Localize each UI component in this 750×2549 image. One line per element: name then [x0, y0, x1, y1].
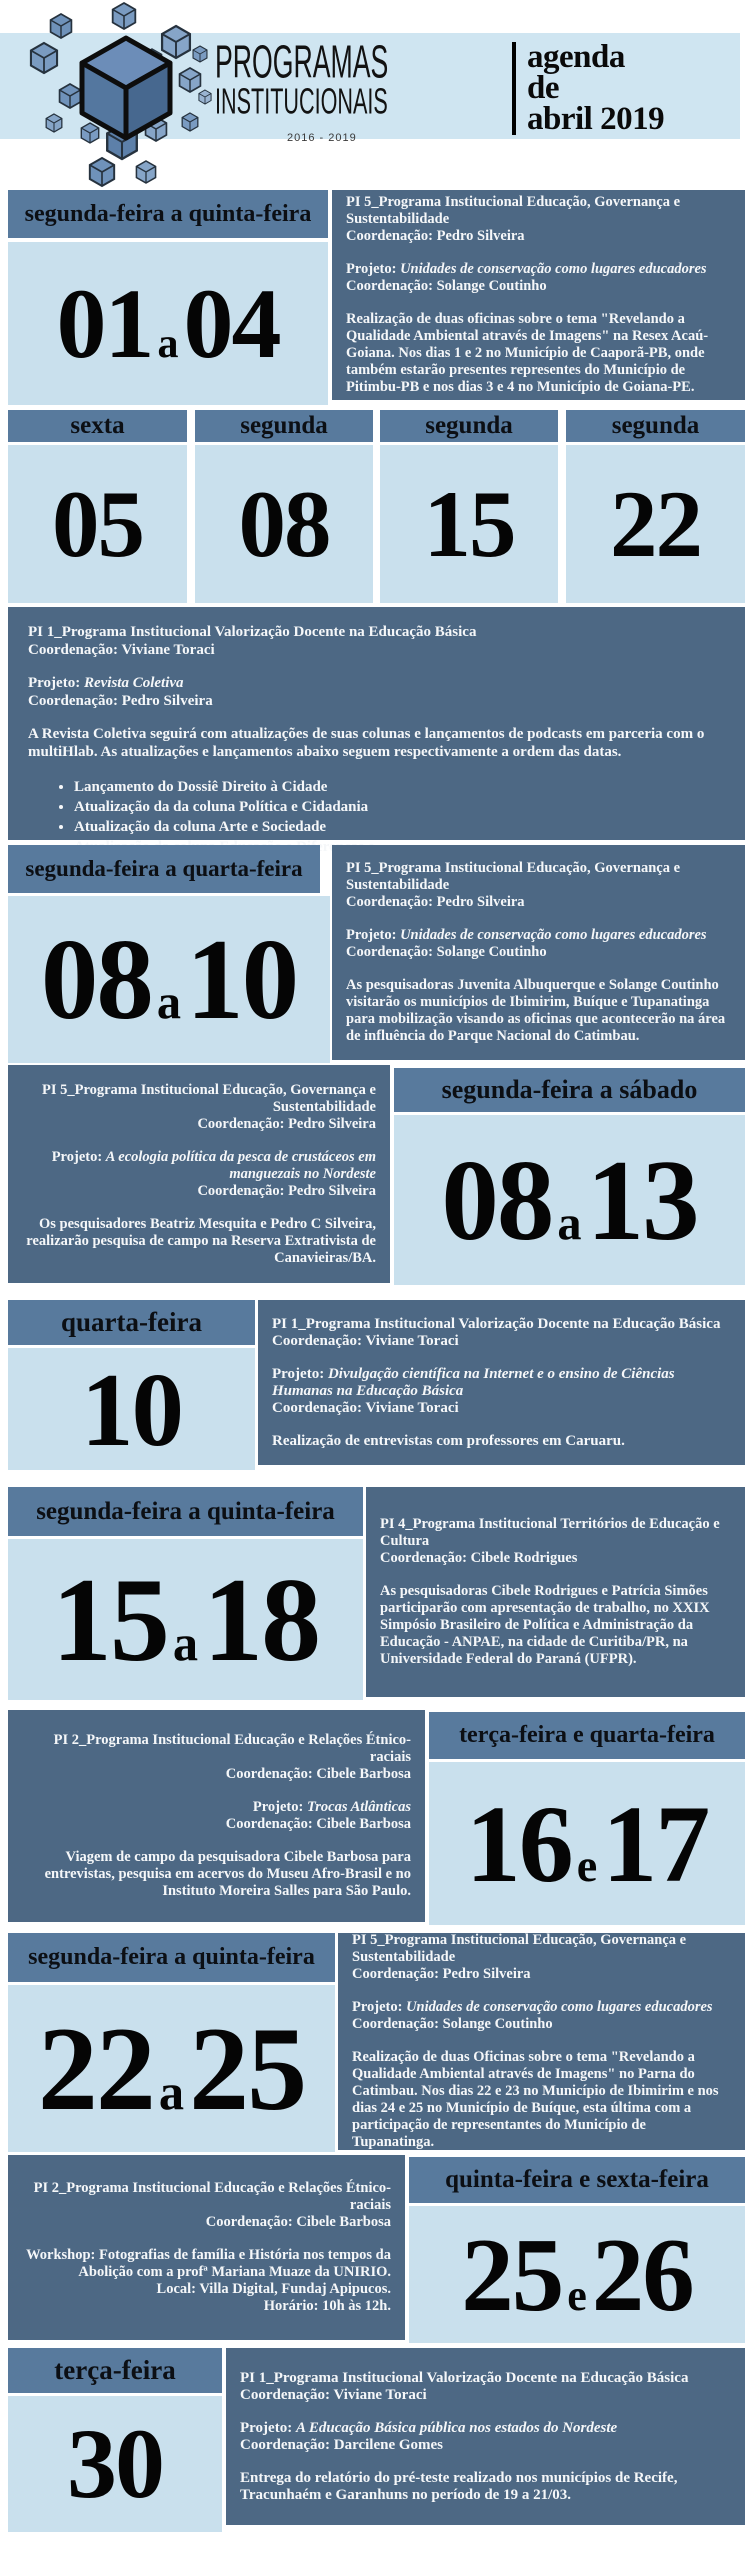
date-box [8, 896, 330, 1063]
date-number: 05 [52, 470, 143, 577]
description: Viagem de campo da pesquisadora Cibele Barbosa para entrevistas, pesquisa em acervos do Museu Afro-Brasil e no Instituto Moreira Salles para São Paulo. [44, 1849, 411, 1899]
event-panel [8, 2155, 405, 2340]
project-line: Projeto: Unidades de conservação como lugares educadores Coordenação: Solange Coutinho [346, 261, 707, 294]
date-number: 15a18 [51, 1552, 320, 1686]
date-box [566, 445, 745, 603]
date-box [394, 1115, 745, 1285]
big-cube [82, 38, 170, 138]
date-box [8, 1539, 363, 1700]
program-line: PI 5_Programa Institucional Educação, Governança e Sustentabilidade Coordenação: Pedro Silveira [346, 194, 681, 244]
day-range-label: terça-feira e quarta-feira [429, 1712, 745, 1759]
date-box [409, 2206, 745, 2343]
date-box [8, 242, 328, 405]
date-number: 08 a10 [40, 916, 298, 1043]
program-line: PI 1_Programa Institucional Valorização Docente na Educação Básica Coordenação: Viviane Toraci [272, 1315, 721, 1349]
date-number: 15 [423, 470, 515, 577]
date-number: 22a25 [37, 2001, 306, 2135]
description: Realização de duas Oficinas sobre o tema "Revelando a Qualidade Ambiental através de Imagens" no Parna do Catimbau. Nos dias 22 e 23 no Município de Ibimirim e nos dias 24 e 25 no Município de Buíque, esta última com a participação de representantes do Município de Tupanatinga. [352, 2049, 719, 2150]
day-label: segunda [195, 410, 373, 442]
day-range-label: segunda-feira a quarta-feira [8, 845, 320, 893]
date-number: 10 [81, 1350, 182, 1468]
program-line: PI 2_Programa Institucional Educação e Relações Étnico-raciais Coordenação: Cibele Barbosa [33, 2180, 391, 2230]
program-line: PI 5_Programa Institucional Educação, Governança e Sustentabilidade Coordenação: Pedro Silveira [41, 1081, 376, 1132]
revista-coletiva-panel [8, 607, 745, 855]
cubes-logo-icon [4, 0, 216, 196]
event-panel [366, 1487, 745, 1697]
title-line3: abril 2019 [527, 101, 665, 137]
day-range-label: terça-feira [8, 2348, 222, 2393]
program-line: PI 2_Programa Institucional Educação e Relações Étnico-raciais Coordenação: Cibele Barbosa [53, 1732, 411, 1782]
bullet-item: • Atualização da coluna Arte e Sociedade [74, 818, 725, 836]
day-range-label: segunda-feira a quinta-feira [8, 190, 328, 238]
program-line: PI 1_Programa Institucional Valorização Docente na Educação Básica Coordenação: Viviane Toraci [240, 2369, 689, 2403]
date-box [380, 445, 558, 603]
description: Entrega do relatório do pré-teste realizado nos municípios de Recife, Tracunhaém e Garanhuns no período de 19 a 21/03. [240, 2469, 678, 2503]
date-number: 08 a13 [441, 1136, 698, 1264]
event-panel [226, 2348, 745, 2525]
date-number: 01 a04 [56, 267, 280, 379]
date-number: 25 e26 [461, 2216, 693, 2333]
event-panel [258, 1300, 745, 1465]
brand-line1: PROGRAMAS [215, 35, 389, 88]
brand-line2: INSTITUCIONAIS [215, 82, 388, 123]
project-line: Projeto: Unidades de conservação como lugares educadores Coordenação: Solange Coutinho [346, 927, 707, 960]
description: A Revista Coletiva seguirá com atualizações de suas colunas e lançamentos de podcasts em parceria com o multiHlab. As atualizações e lançamentos abaixo seguem respectivamente a ordem das datas. [28, 726, 705, 760]
day-range-label: quarta-feira [8, 1300, 255, 1345]
project-line: Projeto: Divulgação científica na Internet e o ensino de Ciências Humanas na Educação Básica Coordenação: Viviane Toraci [272, 1365, 675, 1416]
event-panel [338, 1933, 745, 2150]
date-box [8, 445, 187, 603]
date-box [8, 1348, 255, 1470]
day-label: sexta [8, 410, 187, 442]
description: Realização de duas oficinas sobre o tema "Revelando a Qualidade Ambiental através de Imagens" na Resex Acaú-Goiana. Nos dias 1 e 2 no Município de Caaporã-PB, onde também estarão presentes representes do Município de Pitimbu-PB e nos dias 3 e 4 no Município de Goiana-PE. [346, 311, 709, 395]
project-line: Projeto: Trocas Atlânticas Coordenação: Cibele Barbosa [225, 1799, 411, 1832]
description: As pesquisadoras Juvenita Albuquerque e Solange Coutinho visitarão os municípios de Ibimirim, Buíque e Tupanatinga para mobilização visando as oficinas que acontecerão na área de influência do Parque Nacional do Catimbau. [346, 977, 726, 1044]
event-panel [332, 190, 745, 400]
bullet-item: • Lançamento do Dossiê Direito à Cidade [74, 778, 725, 796]
day-range-label: segunda-feira a sábado [394, 1068, 745, 1112]
date-box [429, 1762, 745, 1925]
date-number: 22 [610, 470, 701, 577]
date-number: 30 [67, 2408, 163, 2519]
date-box [195, 445, 373, 603]
date-box [8, 2396, 222, 2532]
project-line: Projeto: A Educação Básica pública nos estados do Nordeste Coordenação: Darcilene Gomes [240, 2419, 618, 2453]
date-box [8, 1985, 335, 2152]
description: As pesquisadoras Cibele Rodrigues e Patrícia Simões participarão com apresentação de trabalho, no XXIX Simpósio Brasileiro de Política e Administração da Educação - ANPAE, na cidade de Curitiba/PR, na Universidade Federal do Paraná (UFPR). [380, 1583, 710, 1667]
page-title [512, 39, 665, 137]
day-range-label: quinta-feira e sexta-feira [409, 2157, 745, 2203]
project-line: Projeto: Unidades de conservação como lugares educadores Coordenação: Solange Coutinho [352, 1999, 713, 2032]
program-line: PI 5_Programa Institucional Educação, Governança e Sustentabilidade Coordenação: Pedro Silveira [352, 1932, 687, 1982]
description: Os pesquisadores Beatriz Mesquita e Pedro C Silveira, realizarão pesquisa de campo na Reserva Extrativista de Canavieiras/BA. [26, 1215, 376, 1266]
bullet-item: • Diferenças [74, 838, 725, 856]
day-range-label: segunda-feira a quinta-feira [8, 1933, 335, 1982]
date-number: 08 [238, 470, 330, 577]
project-line: Projeto: Revista Coletiva Coordenação: Pedro Silveira [28, 675, 213, 709]
bullet-item: • Atualização da da coluna Política e Cidadania [74, 798, 725, 816]
date-number: 16 e17 [465, 1782, 709, 1905]
event-panel [8, 1710, 425, 1922]
day-label: segunda [566, 410, 745, 442]
program-line: PI 5_Programa Institucional Educação, Governança e Sustentabilidade Coordenação: Pedro Silveira [346, 860, 681, 910]
title-line1: agenda [527, 39, 625, 75]
program-line: PI 4_Programa Institucional Territórios de Educação e Cultura Coordenação: Cibele Rodrigues [380, 1516, 720, 1566]
brand-years: 2016 - 2019 [287, 132, 357, 144]
event-panel [8, 1065, 390, 1283]
title-line2: de [527, 70, 559, 106]
day-range-label: segunda-feira a quinta-feira [8, 1487, 363, 1536]
brand-lockup [215, 35, 417, 144]
project-line: Projeto: A ecologia política da pesca de crustáceos em manguezais no Nordeste Coordenação: Pedro Silveira [51, 1148, 376, 1199]
description: Workshop: Fotografias de família e História nos tempos da Abolição com a profª Mariana Muaze da UNIRIO. Local: Villa Digital, Fundaj Apipucos. Horário: 10h às 12h. [26, 2247, 391, 2314]
program-line: PI 1_Programa Institucional Valorização Docente na Educação Básica Coordenação: Viviane Toraci [28, 624, 477, 658]
description: Realização de entrevistas com professores em Caruaru. [272, 1432, 625, 1449]
event-panel [332, 845, 745, 1060]
day-label: segunda [380, 410, 558, 442]
